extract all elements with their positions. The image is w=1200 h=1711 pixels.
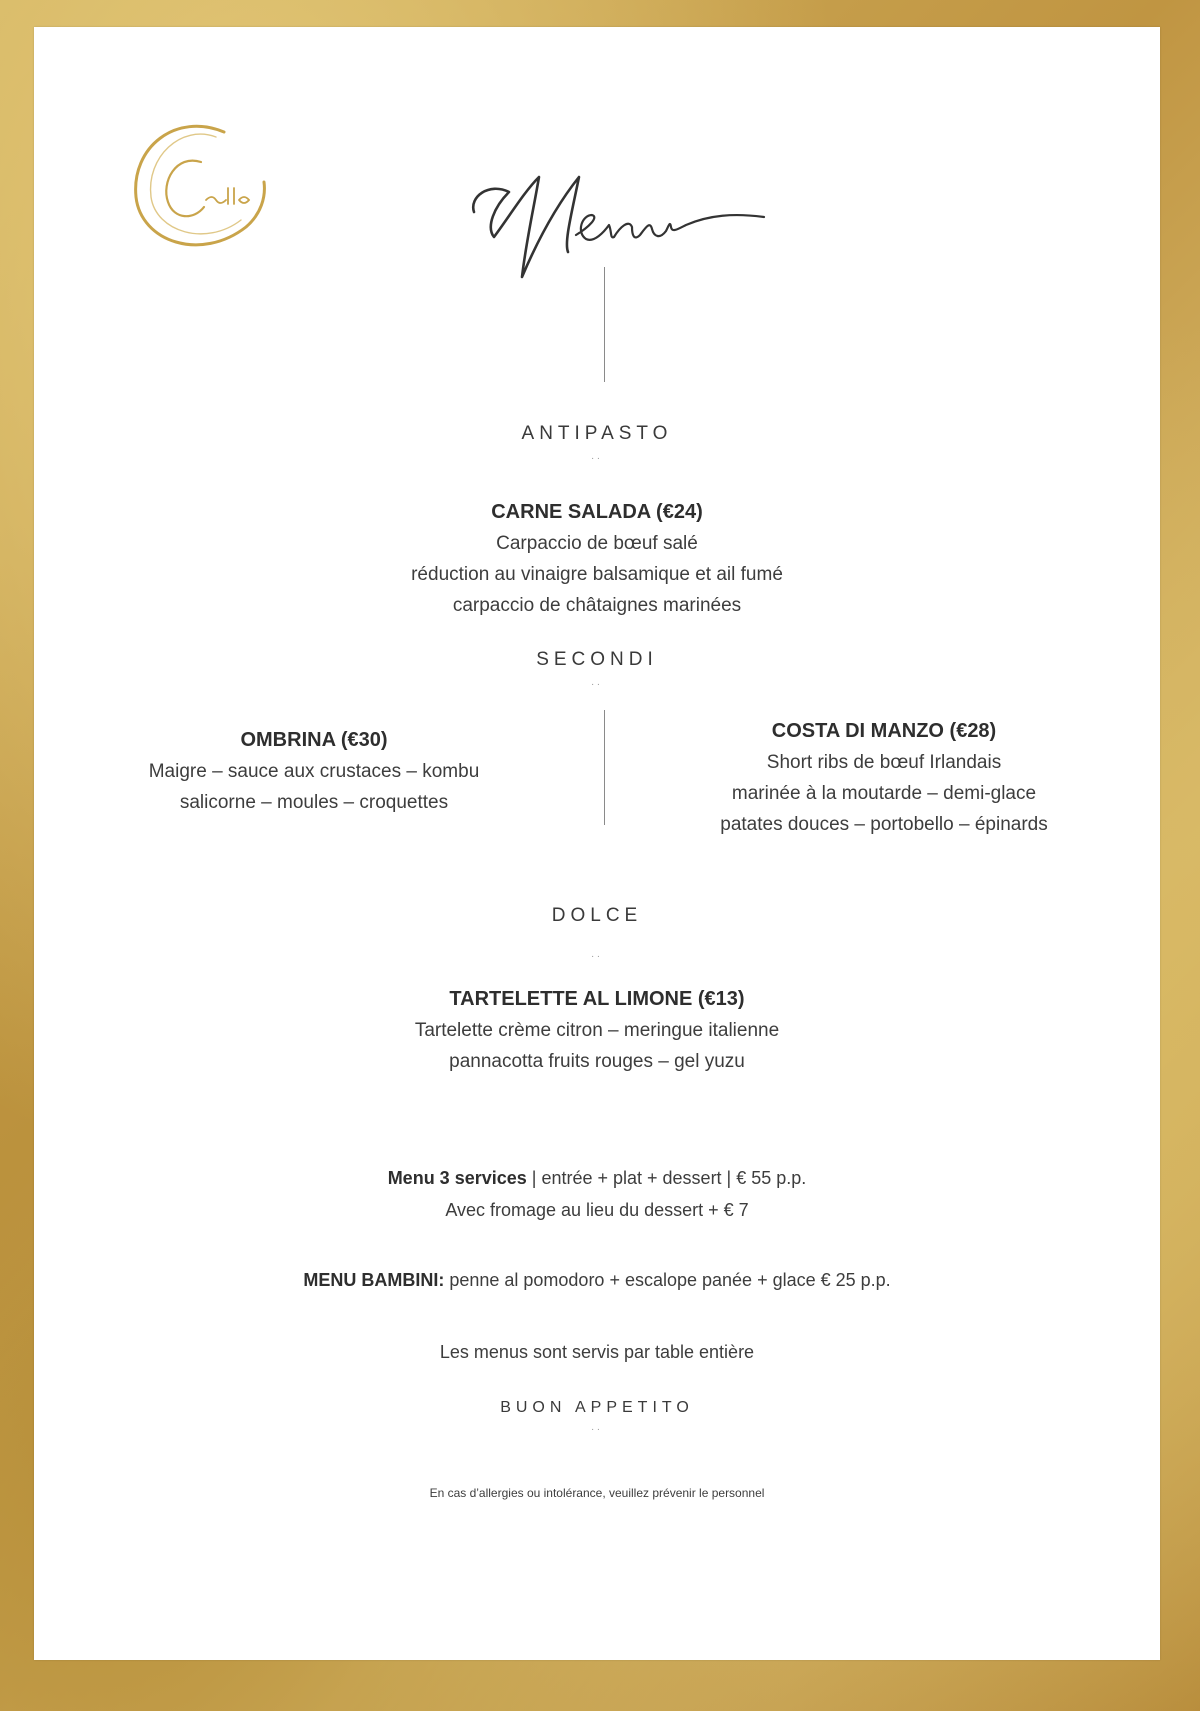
table-note: Les menus sont servis par table entière — [439, 1342, 755, 1362]
dish-line: patates douces – portobello – épinards — [720, 814, 1048, 835]
menu-bambini — [34, 1264, 1160, 1296]
section-antipasto-dots: .. — [591, 451, 603, 462]
dish-line: Tartelette crème citron – meringue italienne — [414, 1020, 780, 1041]
section-dolce-dots: .. — [591, 949, 603, 960]
section-dolce-title: DOLCE — [551, 905, 643, 926]
section-secondi-dots: .. — [591, 677, 603, 688]
dish-line: Short ribs de bœuf Irlandais — [766, 752, 1002, 773]
dish-line: Maigre – sauce aux crustaces – kombu — [148, 761, 480, 782]
menu-3-detail: | entrée + plat + dessert | € 55 p.p. — [526, 1168, 807, 1188]
bambini-label: MENU BAMBINI: — [303, 1270, 445, 1290]
dish-line: carpaccio de châtaignes marinées — [452, 595, 742, 616]
dish-line: salicorne – moules – croquettes — [179, 792, 449, 813]
dish-carne-salada — [34, 497, 1160, 621]
fromage-note: Avec fromage au lieu du dessert + € 7 — [445, 1200, 749, 1220]
dish-name: COSTA DI MANZO (€28) — [771, 720, 997, 742]
top-divider-line — [604, 267, 605, 382]
cotto-logo — [106, 102, 276, 272]
section-antipasto-title: ANTIPASTO — [521, 423, 673, 444]
secondi-divider-line — [604, 710, 605, 825]
menu-script-title — [464, 157, 784, 307]
dish-name: TARTELETTE AL LIMONE (€13) — [449, 988, 745, 1010]
dish-costa-di-manzo — [664, 716, 1104, 840]
dish-ombrina — [104, 725, 524, 818]
menu-card — [34, 27, 1160, 1660]
dish-name: OMBRINA (€30) — [240, 729, 388, 751]
dish-name: CARNE SALADA (€24) — [491, 501, 703, 523]
closing-dots: .. — [591, 1422, 603, 1433]
menu-3-label: Menu 3 services — [387, 1168, 527, 1188]
bambini-detail: penne al pomodoro + escalope panée + glace € 25 p.p. — [444, 1270, 891, 1290]
allergy-note: En cas d’allergies ou intolérance, veuillez prévenir le personnel — [429, 1486, 765, 1500]
dish-line: pannacotta fruits rouges – gel yuzu — [449, 1051, 745, 1072]
dish-tartelette — [34, 984, 1160, 1077]
dish-line: réduction au vinaigre balsamique et ail fumé — [411, 564, 783, 585]
menu-3-services — [34, 1162, 1160, 1194]
closing-buon-appetito: BUON APPETITO — [500, 1399, 694, 1416]
dish-line: Carpaccio de bœuf salé — [496, 533, 698, 554]
dish-line: marinée à la moutarde – demi-glace — [731, 783, 1037, 804]
section-secondi-title: SECONDI — [536, 649, 658, 670]
